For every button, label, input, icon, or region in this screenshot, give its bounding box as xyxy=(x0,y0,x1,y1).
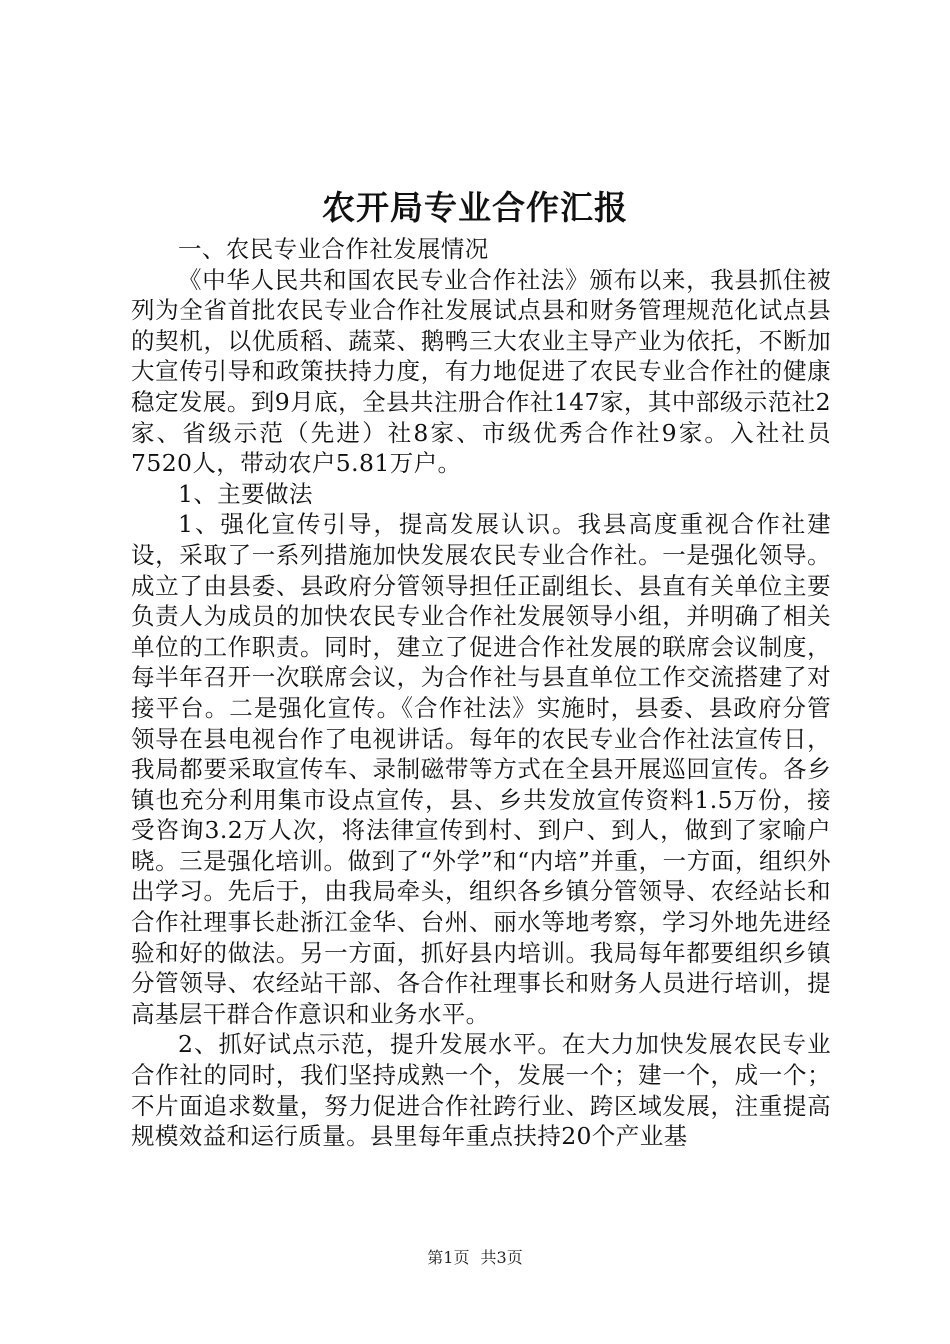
page-footer xyxy=(0,1245,950,1268)
section-heading: 一、农民专业合作社发展情况 xyxy=(178,235,489,263)
body-paragraph: 2、抓好试点示范，提升发展水平。在大力加快发展农民专业合作社的同时，我们坚持成熟一个，发展一个；建一个，成一个；不片面追求数量，努力促进合作社跨行业、跨区域发展，注重提高规模效益和运行质量。县里每年重点扶持20个产业基 xyxy=(131,1030,831,1151)
body-paragraph: 《中华人民共和国农民专业合作社法》颁布以来，我县抓住被列为全省首批农民专业合作社发展试点县和财务管理规范化试点县的契机，以优质稻、蔬菜、鹅鸭三大农业主导产业为依托，不断加大宣传引导和政策扶持力度，有力地促进了农民专业合作社的健康稳定发展。到9月底，全县共注册合作社147家，其中部级示范社2家、省级示范（先进）社8家、市级优秀合作社9家。入社社员7520人，带动农户5.81万户。 xyxy=(131,265,831,478)
body-paragraph: 1、强化宣传引导，提高发展认识。我县高度重视合作社建设，采取了一系列措施加快发展农民专业合作社。一是强化领导。成立了由县委、县政府分管领导担任正副组长、县直有关单位主要负责人为成员的加快农民专业合作社发展领导小组，并明确了相关单位的工作职责。同时，建立了促进合作社发展的联席会议制度，每半年召开一次联席会议，为合作社与县直单位工作交流搭建了对接平台。二是强化宣传。《合作社法》实施时，县委、县政府分管领导在县电视台作了电视讲话。每年的农民专业合作社法宣传日，我局都要采取宣传车、录制磁带等方式在全县开展巡回宣传。各乡镇也充分利用集市设点宣传，县、乡共发放宣传资料1.5万份，接受咨询3.2万人次，将法律宣传到村、到户、到人，做到了家喻户晓。三是强化培训。做到了“外学”和“内培”并重，一方面，组织外出学习。先后于，由我局牵头，组织各乡镇分管领导、农经站长和合作社理事长赴浙江金华、台州、丽水等地考察，学习外地先进经验和好的做法。另一方面，抓好县内培训。我局每年都要组织乡镇分管领导、农经站干部、各合作社理事长和财务人员进行培训，提高基层干群合作意识和业务水平。 xyxy=(131,510,831,1028)
subsection-heading: 1、主要做法 xyxy=(178,479,313,508)
page-total: 共3页 xyxy=(480,1248,523,1267)
document-body xyxy=(131,234,831,1152)
document-title: 农开局专业合作汇报 xyxy=(322,188,628,227)
page-number: 第1页 xyxy=(427,1248,470,1267)
